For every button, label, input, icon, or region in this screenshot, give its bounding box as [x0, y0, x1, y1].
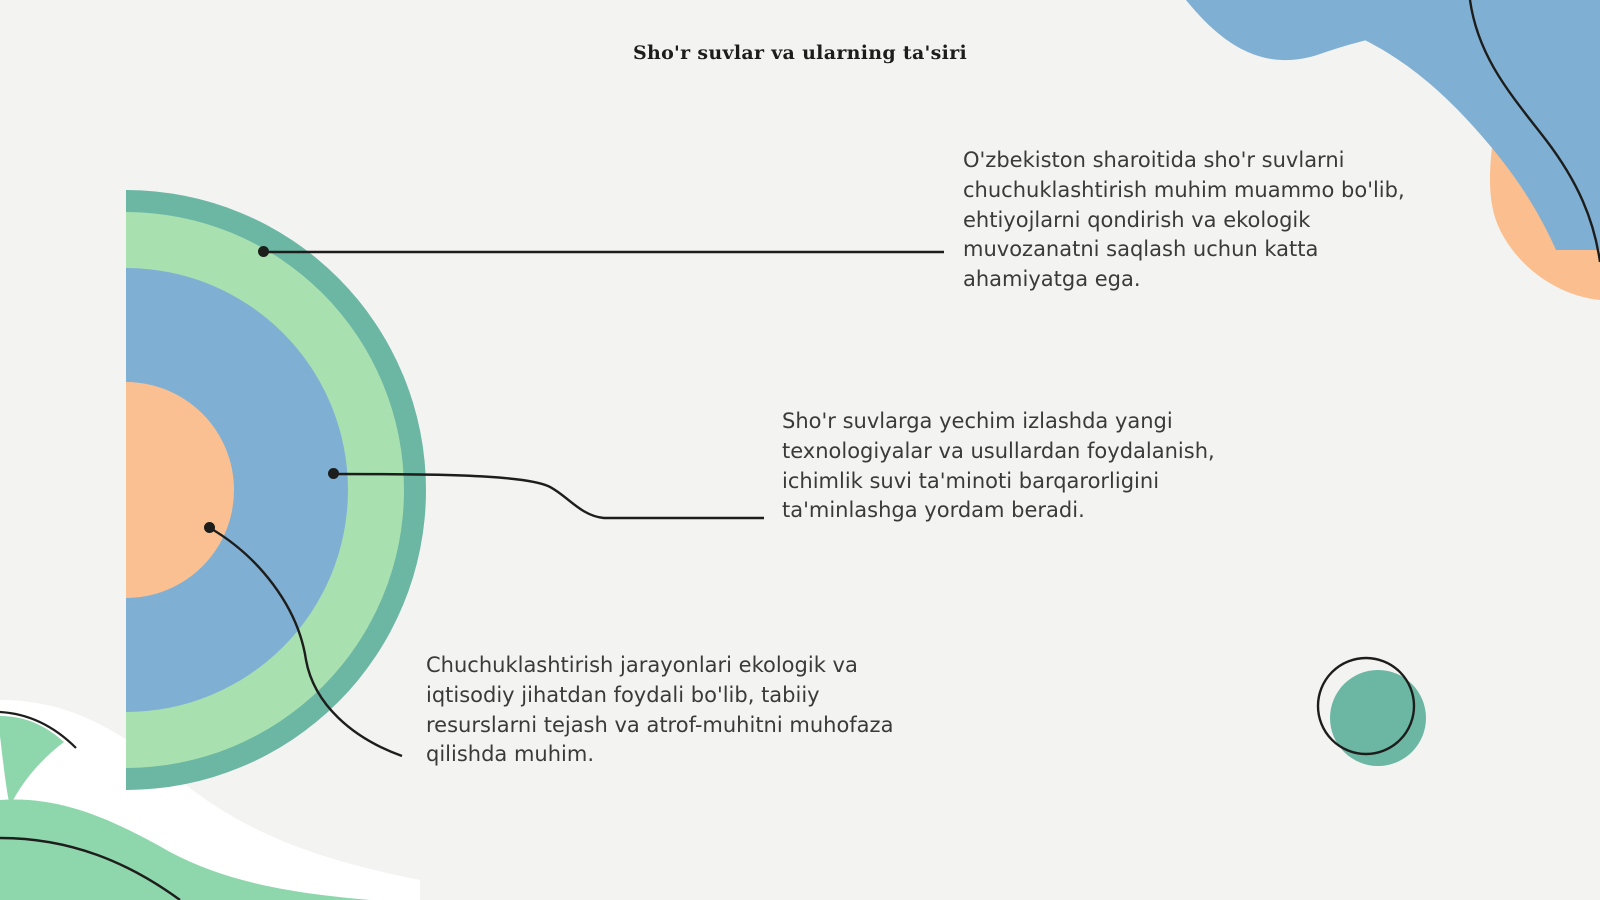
- leader-dot-1: [258, 246, 269, 257]
- callout-text-1: O'zbekiston sharoitida sho'r suvlarni chuchuklashtirish muhim muammo bo'lib, ehtiyojlarni qondirish va ekologik muvozanatni saqlash uchun katta ahamiyatga ega.: [963, 148, 1405, 292]
- leader-dot-3: [204, 522, 215, 533]
- callout-text-2: Sho'r suvlarga yechim izlashda yangi texnologiyalar va usullardan foydalanish, ichimlik suvi ta'minoti barqarorligini ta'minlashga yordam beradi.: [782, 409, 1215, 523]
- leader-line-2: [334, 474, 764, 518]
- callout-text-3: Chuchuklashtirish jarayonlari ekologik va iqtisodiy jihatdan foydali bo'lib, tabiiy resurslarni tejash va atrof-muhitni muhofaza qilishda muhim.: [426, 653, 894, 767]
- leader-dot-2: [328, 468, 339, 479]
- leader-line-3: [210, 528, 402, 756]
- page-title: Sho'r suvlar va ularning ta'siri: [632, 42, 968, 64]
